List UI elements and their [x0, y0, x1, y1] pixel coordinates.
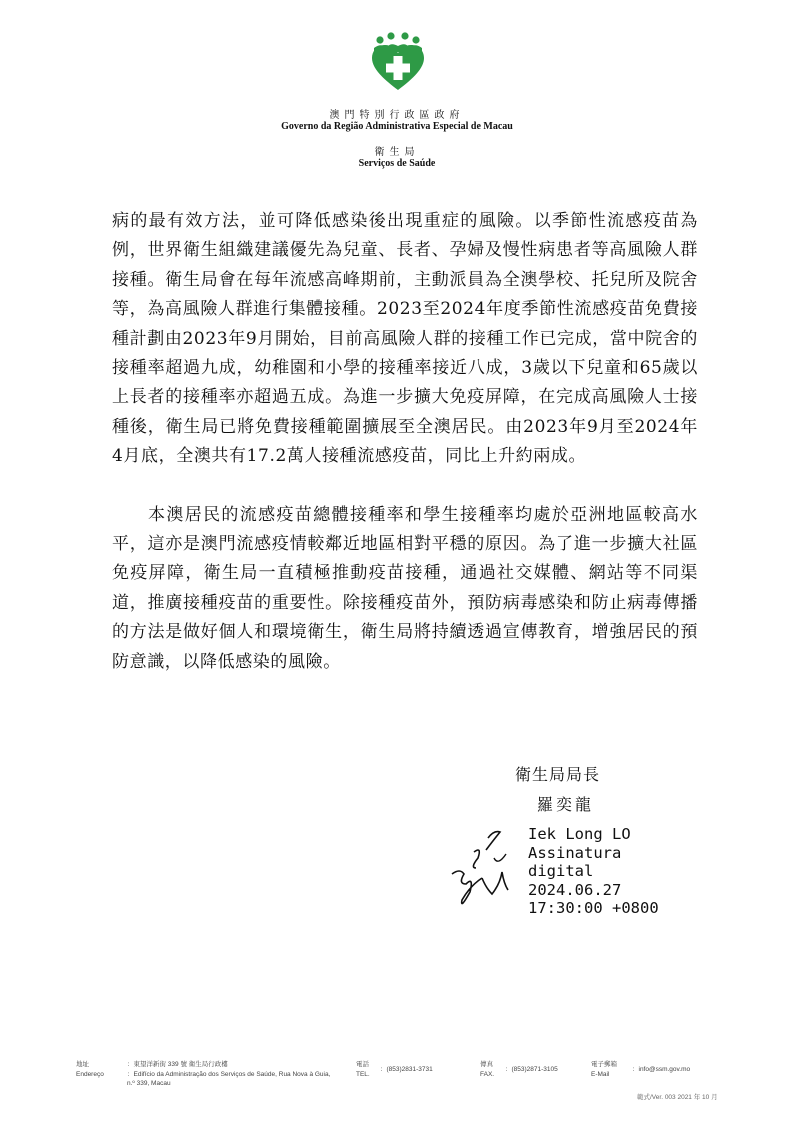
letter-body — [112, 207, 698, 677]
signer-name: 羅奕龍 — [537, 795, 595, 814]
fax-label-zh: 傳真 — [480, 1061, 493, 1068]
address-label-pt: Endereço — [76, 1070, 104, 1078]
address-pt: ：Edifício da Administração dos Serviços de Saúde, Rua Nova à Guia, n.º 339, Macau — [127, 1070, 331, 1087]
footer-email-labels — [591, 1060, 617, 1079]
digital-signature-line: 2024.06.27 — [528, 880, 622, 899]
footer-tel: ：(853)2831-3731 — [380, 1066, 433, 1073]
government-name-zh: 澳門特別行政區政府 — [329, 110, 465, 121]
footer-address — [127, 1060, 337, 1089]
paragraph-2: 本澳居民的流感疫苗總體接種率和學生接種率均處於亞洲地區較高水平，這亦是澳門流感疫情較鄰近地區相對平穩的原因。為了進一步擴大社區免疫屏障，衛生局一直積極推動疫苗接種，通過社交媒體、網站等不同渠道，推廣接種疫苗的重要性。除接種疫苗外，預防病毒感染和防止病毒傳播的方法是做好個人和環境衛生，衛生局將持續透過宣傳教育，增強居民的預防意識，以降低感染的風險。 — [112, 504, 698, 672]
email-label-zh: 電子郵箱 — [591, 1061, 617, 1068]
footer-email[interactable]: ：info@ssm.gov.mo — [632, 1066, 691, 1073]
digital-signature-line: Assinatura — [528, 843, 622, 862]
fax-label-pt: FAX. — [480, 1070, 495, 1078]
digital-signature-line: Iek Long LO — [528, 825, 631, 843]
department-name-zh: 衛生局 — [374, 147, 420, 158]
digital-signature-line: digital — [528, 862, 594, 881]
digital-signature-line: 17:30:00 +0800 — [528, 899, 659, 918]
footer-fax: ：(853)2871-3105 — [505, 1066, 558, 1073]
signer-title: 衛生局局長 — [515, 765, 601, 784]
handwritten-signature — [448, 828, 528, 912]
address-zh: ：東望洋新街 339 號 衛生局行政樓 — [127, 1061, 228, 1068]
paragraph-1: 病的最有效方法，並可降低感染後出現重症的風險。以季節性流感疫苗為例，世界衛生組織建議優先為兒童、長者、孕婦及慢性病患者等高風險人群接種。衛生局會在每年流感高峰期前，主動派員為全澳學校、托兒所及院舍等，為高風險人群進行集體接種。2023至2024年度季節性流感疫苗免費接種計劃由2023年9月開始，目前高風險人群的接種工作已完成，當中院舍的接種率超過九成，幼稚園和小學的接種率接近八成，3歲以下兒童和65歲以上長者的接種率亦超過五成。為進一步擴大免疫屏障，在完成高風險人士接種後，衛生局已將免費接種範圍擴展至全澳居民。由2023年9月至2024年4月底，全澳共有17.2萬人接種流感疫苗，同比上升約兩成。 — [112, 211, 698, 467]
tel-label-zh: 電話 — [356, 1061, 369, 1068]
footer-fax-labels — [480, 1060, 494, 1079]
government-name-pt: Governo da Região Administrativa Especial de Macau — [281, 121, 513, 132]
address-label-zh: 地址 — [76, 1061, 89, 1068]
form-version: 範式/Ver. 003 2021 年 10 月 — [637, 1094, 718, 1101]
footer-address-labels — [76, 1060, 104, 1079]
health-bureau-logo — [370, 30, 426, 92]
email-label-pt: E-Mail — [591, 1070, 610, 1078]
tel-label-pt: TEL. — [356, 1070, 370, 1078]
digital-signature-text — [528, 825, 659, 918]
department-name-pt: Serviços de Saúde — [358, 158, 436, 169]
footer-tel-labels — [356, 1060, 370, 1079]
